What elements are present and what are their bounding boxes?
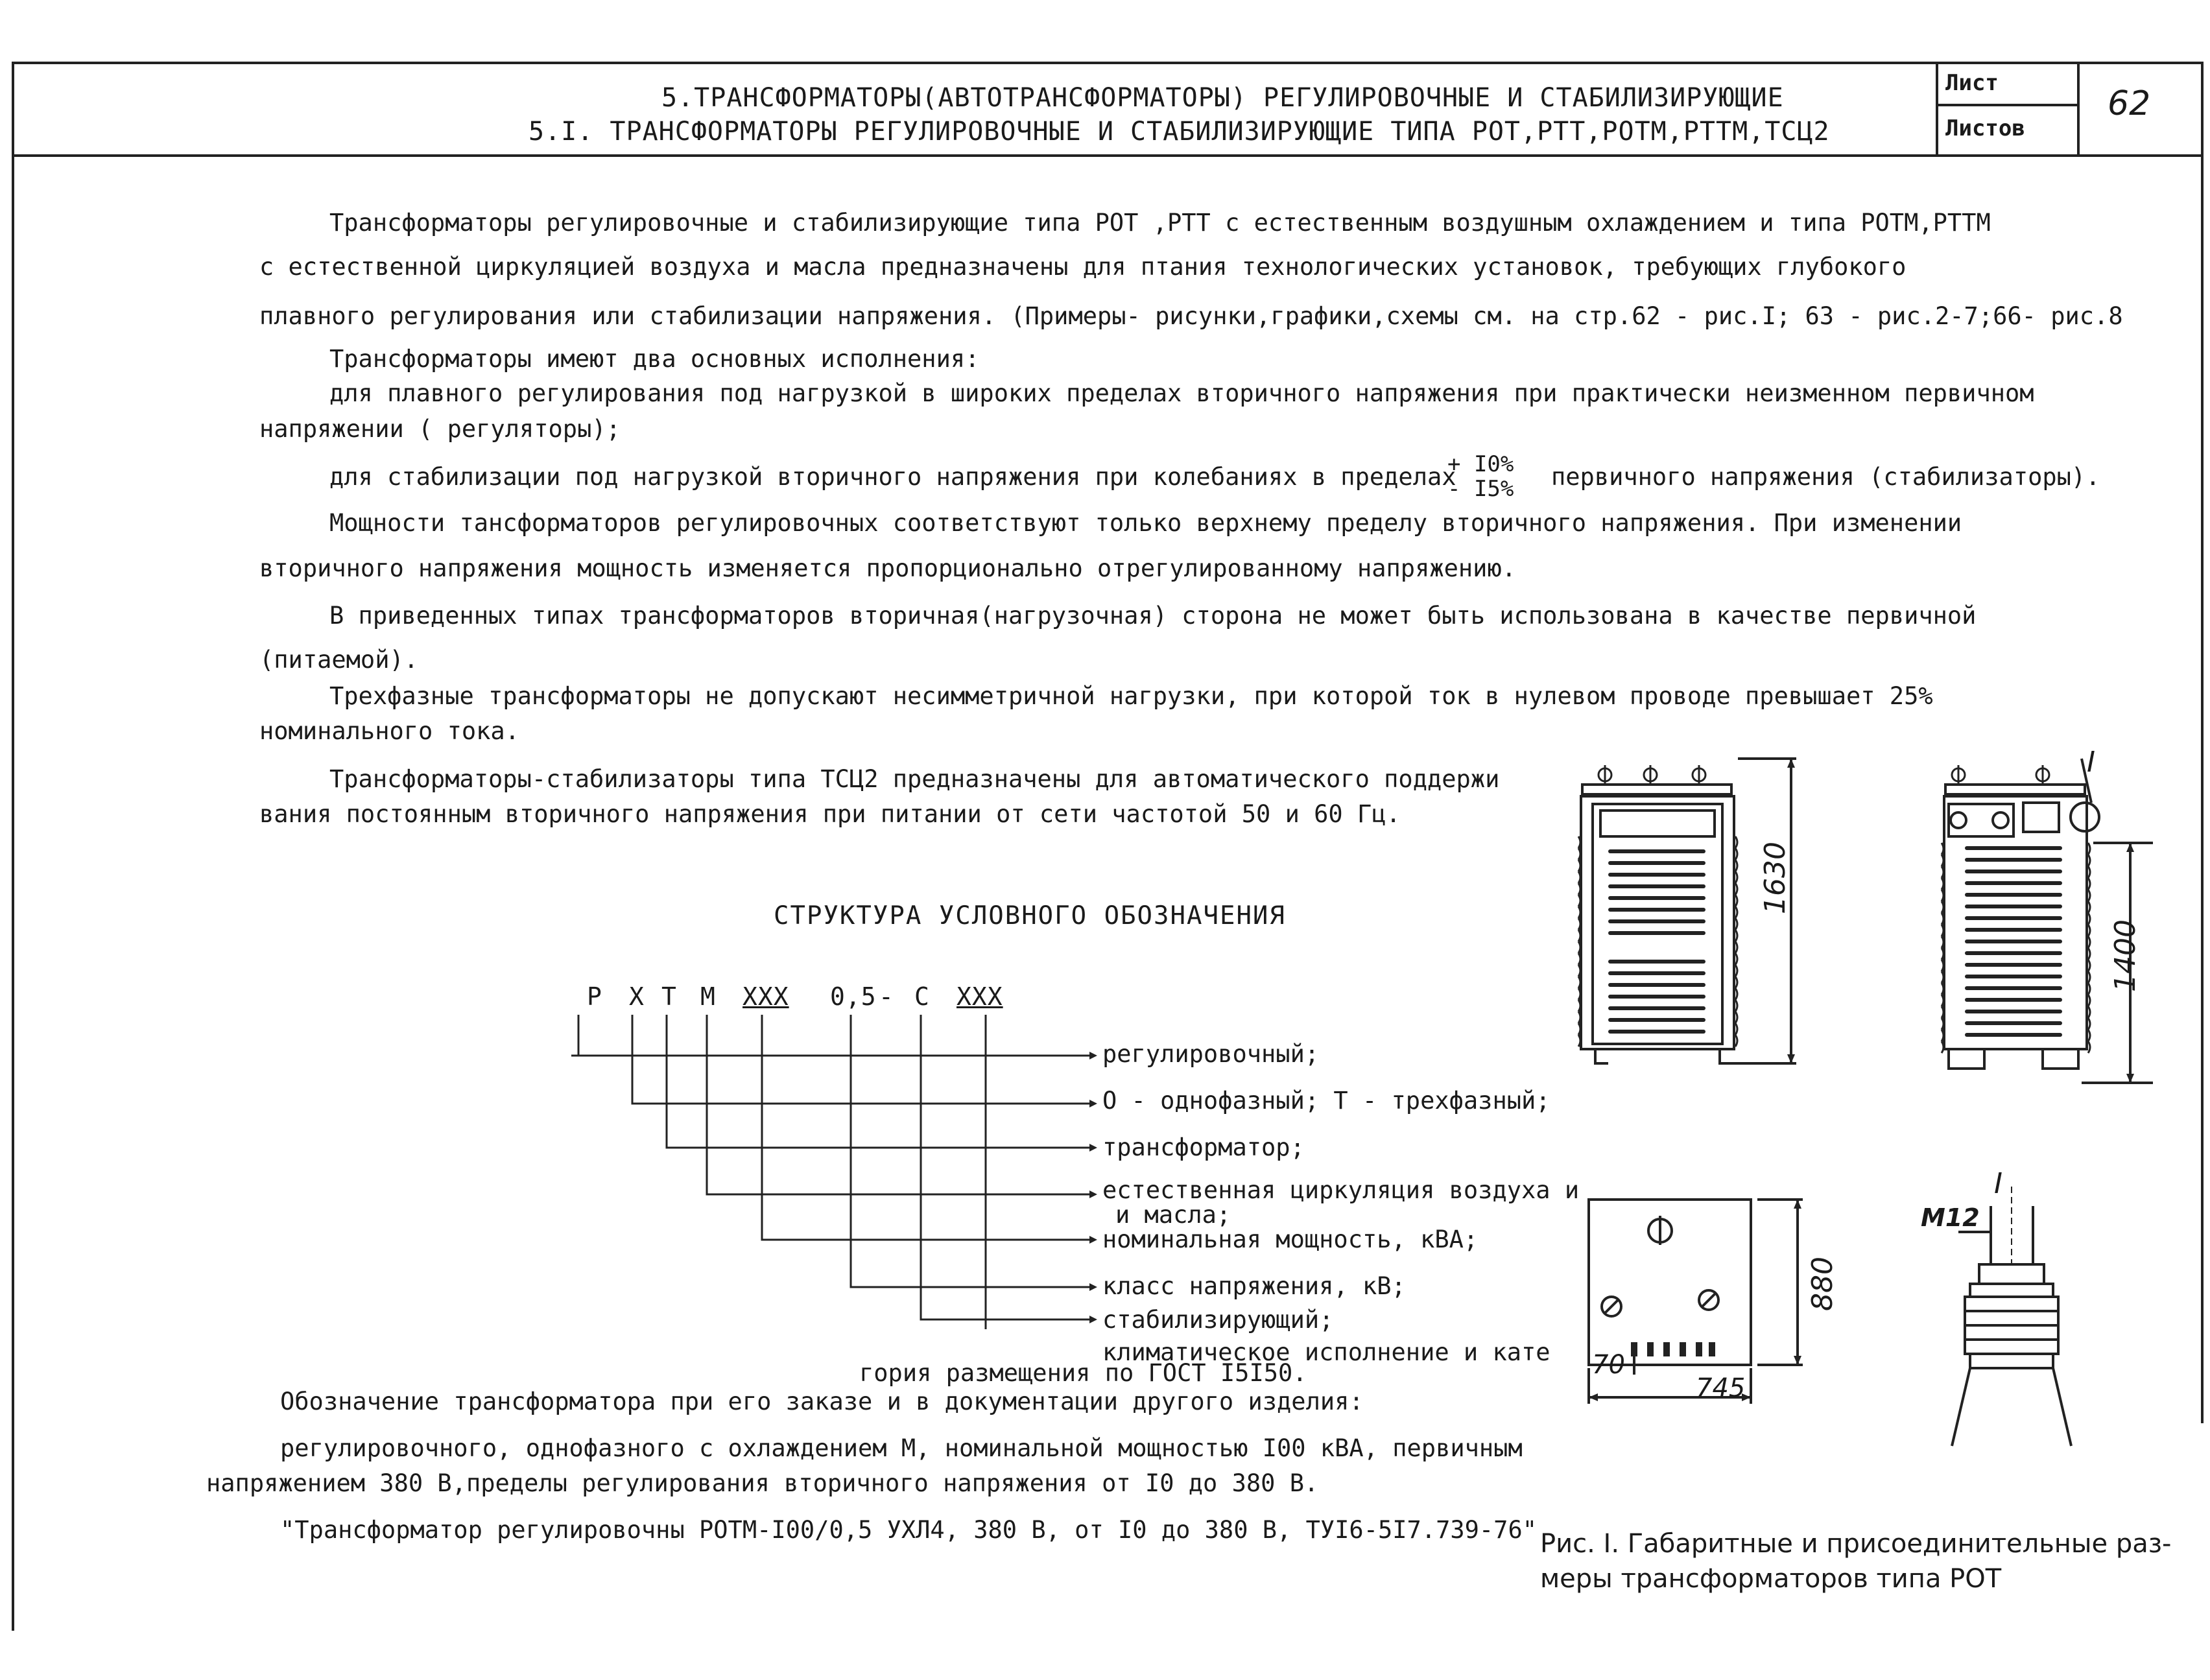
vent-slot [1965, 1021, 2062, 1025]
cooling-fin [1735, 1000, 1737, 1012]
cooling-fin [1735, 906, 1737, 918]
vent-slot [1608, 971, 1705, 975]
vent-slot [1965, 905, 2062, 908]
vent-slot [1608, 884, 1705, 888]
detail-mark: I [1994, 1167, 2002, 1200]
paragraph-line: номинального тока. [259, 717, 519, 745]
code-letter: 0,5 [830, 982, 877, 1011]
code-letter: Т [661, 982, 677, 1011]
sheet-box-divider [2077, 62, 2080, 156]
cooling-fin [1942, 855, 1943, 866]
cooling-fin [1942, 878, 1943, 890]
vent-slot [1608, 1006, 1705, 1010]
cooling-fin [2088, 1041, 2090, 1053]
bolt-label: М12 [1921, 1203, 1980, 1232]
designation-description: класс напряжения, кВ; [1102, 1272, 1406, 1300]
header-divider [12, 154, 2204, 157]
cooling-fin [2088, 1018, 2090, 1030]
structure-title: СТРУКТУРА УСЛОВНОГО ОБОЗНАЧЕНИЯ [774, 901, 1286, 930]
vent-slot [1965, 963, 2062, 967]
designation-description: и масла; [1115, 1201, 1231, 1229]
vent-slot [1965, 998, 2062, 1002]
paragraph-line: напряжении ( регуляторы); [259, 415, 621, 443]
cooling-fin [1735, 930, 1737, 941]
cooling-fin [1942, 1030, 1943, 1041]
vent-slot [1965, 870, 2062, 873]
cooling-fin [1578, 988, 1580, 1000]
code-letter: М [700, 982, 716, 1011]
cooling-fin [2088, 855, 2090, 866]
frame-left-border [12, 62, 14, 1631]
transformer-side-view [1919, 739, 2205, 1102]
paragraph-line: вторичного напряжения мощность изменяется пропорционально отрегулированному напряжению. [259, 554, 1517, 582]
paragraph-line: с естественной циркуляцией воздуха и масла предназначены для птания технологических установок, требующих глубокого [259, 253, 1907, 281]
vent-slot [1965, 916, 2062, 920]
cooling-fin [2088, 983, 2090, 995]
cooling-fin [1578, 1023, 1580, 1035]
paragraph-line: Трансформаторы регулировочные и стабилизирующие типа РОТ ,РТТ с естественным воздушным охлаждением и типа РОТМ,РТТМ [329, 209, 1991, 237]
code-letter: ХХХ [956, 982, 1003, 1011]
cooling-fin [1735, 1023, 1737, 1035]
cooling-fin [1578, 848, 1580, 860]
vent-slot [1965, 940, 2062, 943]
cooling-fin [1942, 948, 1943, 960]
leader-line [571, 1015, 1089, 1056]
paragraph-line: первичного напряжения (стабилизаторы). [1551, 463, 2100, 491]
cooling-fin [1735, 895, 1737, 906]
designation-description: регулировочный; [1102, 1040, 1320, 1068]
figure-caption: Рис. I. Габаритные и присоединительные раз- [1540, 1529, 2172, 1559]
code-letter: Р [587, 982, 602, 1011]
cooling-fin [1578, 976, 1580, 988]
cooling-fin [1942, 971, 1943, 983]
paragraph-line: (питаемой). [259, 646, 419, 674]
transformer-front-view [1550, 739, 1809, 1102]
designation-leader-lines [571, 1012, 1102, 1336]
order-example-line: напряжением 380 В,пределы регулирования вторичного напряжения от I0 до 380 В. [206, 1469, 1319, 1497]
designation-description: стабилизирующий; [1102, 1306, 1334, 1334]
vent-slot [1965, 975, 2062, 978]
paragraph-line: плавного регулирования или стабилизации напряжения. (Примеры- рисунки,графики,схемы см. на стр.62 - рис.I; 63 - рис.2-7;66- рис.8 [259, 302, 2123, 330]
frame-top-border [12, 62, 2204, 64]
vent-slot [1608, 908, 1705, 912]
leader-line [921, 1015, 1089, 1319]
subsection-title: 5.I. ТРАНСФОРМАТОРЫ РЕГУЛИРОВОЧНЫЕ И СТАБИЛИЗИРУЮЩИЕ ТИПА РОТ,РТТ,РОТМ,РТТМ,ТСЦ2 [529, 117, 1830, 147]
figure-caption: меры трансформаторов типа РОТ [1540, 1564, 2002, 1594]
cooling-fin [1942, 936, 1943, 948]
order-example-line: регулировочного, однофазного с охлаждением М, номинальной мощностью I00 кВА, первичным [280, 1434, 1523, 1462]
cooling-fin [1942, 890, 1943, 901]
cooling-fin [1942, 925, 1943, 936]
leader-line [667, 1015, 1089, 1148]
vent-slot [1965, 986, 2062, 990]
designation-description: климатическое исполнение и кате [1102, 1338, 1551, 1366]
cooling-fin [2088, 995, 2090, 1006]
cooling-fin [1942, 983, 1943, 995]
cooling-fin [1942, 995, 1943, 1006]
cooling-fin [1735, 836, 1737, 848]
cooling-fin [1735, 941, 1737, 953]
designation-description: естественная циркуляция воздуха и [1102, 1176, 1580, 1204]
cooling-fin [1735, 953, 1737, 965]
vent-slot [1965, 951, 2062, 955]
vent-slot [1608, 849, 1705, 853]
cooling-fin [1578, 953, 1580, 965]
vent-slot [1608, 861, 1705, 865]
cooling-fin [1578, 1035, 1580, 1047]
cooling-fin [2088, 960, 2090, 971]
vent-slot [1608, 983, 1705, 987]
vent-slot [1608, 960, 1705, 964]
leader-line [762, 1015, 1089, 1240]
cooling-fin [2088, 1030, 2090, 1041]
paragraph-line: Трехфазные трансформаторы не допускают несимметричной нагрузки, при которой ток в нулевом проводе превышает 25% [329, 682, 1933, 710]
vent-slot [1965, 1010, 2062, 1013]
vent-slot [1608, 931, 1705, 935]
cooling-fin [1578, 930, 1580, 941]
sheet-box-divider [1936, 62, 1938, 156]
dimension-label: 745 [1696, 1373, 1746, 1403]
cooling-fin [1735, 883, 1737, 895]
paragraph-line: вания постоянным вторичного напряжения при питании от сети частотой 50 и 60 Гц. [259, 800, 1401, 828]
cooling-fin [1578, 941, 1580, 953]
section-title: 5.ТРАНСФОРМАТОРЫ(АВТОТРАНСФОРМАТОРЫ) РЕГУЛИРОВОЧНЫЕ И СТАБИЛИЗИРУЮЩИЕ [661, 83, 1784, 113]
cooling-fin [1735, 976, 1737, 988]
sheet-number: 62 [2108, 84, 2151, 123]
cooling-fin [1942, 1041, 1943, 1053]
cooling-fin [1942, 843, 1943, 855]
cooling-fin [2088, 878, 2090, 890]
cooling-fin [1735, 860, 1737, 871]
cooling-fin [2088, 1006, 2090, 1018]
dimension-label: 1400 [2109, 919, 2142, 992]
vent-slot [1608, 1030, 1705, 1034]
cooling-fin [1578, 918, 1580, 930]
designation-description: трансформатор; [1102, 1133, 1305, 1161]
dimension-label: 1630 [1759, 842, 1792, 914]
vent-slot [1608, 919, 1705, 923]
dimension-label: 70 [1592, 1350, 1625, 1380]
vent-slot [1965, 846, 2062, 850]
vent-slot [1608, 1018, 1705, 1022]
cooling-fin [2088, 866, 2090, 878]
cooling-fin [1942, 1006, 1943, 1018]
cooling-fin [1578, 1012, 1580, 1023]
cooling-fin [1578, 965, 1580, 976]
designation-description: О - однофазный; Т - трехфазный; [1102, 1087, 1551, 1115]
leader-line [632, 1015, 1089, 1104]
tolerance-minus: - I5% [1447, 476, 1514, 502]
cooling-fin [1578, 906, 1580, 918]
cooling-fin [2088, 971, 2090, 983]
vent-slot [1608, 896, 1705, 900]
code-letter: С [914, 982, 930, 1011]
vent-slot [1965, 893, 2062, 897]
cooling-fin [1578, 895, 1580, 906]
paragraph-line: Мощности тансформаторов регулировочных соответствуют только верхнему пределу вторичного напряжения. При изменении [329, 509, 1962, 537]
cooling-fin [1735, 1035, 1737, 1047]
cooling-fin [1735, 848, 1737, 860]
sheet-label: Лист [1945, 70, 1999, 96]
cooling-fin [1735, 871, 1737, 883]
cooling-fin [1942, 1018, 1943, 1030]
sheets-label: Листов [1945, 115, 2025, 141]
vent-slot [1965, 1033, 2062, 1037]
paragraph-line: Трансформаторы-стабилизаторы типа ТСЦ2 предназначены для автоматического поддержи [329, 765, 1500, 793]
code-letter: ХХХ [743, 982, 789, 1011]
detail-mark: I [2087, 746, 2095, 779]
order-example-line: "Трансформатор регулировочны РОТМ-I00/0,5 УХЛ4, 380 В, от I0 до 380 В, ТУI6-5I7.739-76" [280, 1516, 1538, 1544]
cooling-fin [1578, 860, 1580, 871]
cooling-fin [1578, 883, 1580, 895]
cooling-fin [2088, 936, 2090, 948]
dimension-label: 880 [1806, 1257, 1839, 1311]
paragraph-line: для плавного регулирования под нагрузкой в широких пределах вторичного напряжения при практически неизменном первичном [329, 379, 2034, 407]
cooling-fin [1735, 918, 1737, 930]
code-letter: Х [629, 982, 645, 1011]
cooling-fin [2088, 913, 2090, 925]
code-letter: - [879, 982, 894, 1011]
cooling-fin [2088, 901, 2090, 913]
vent-slot [1608, 873, 1705, 877]
paragraph-line: для стабилизации под нагрузкой вторичного напряжения при колебаниях в пределах [329, 463, 1456, 491]
paragraph-line: В приведенных типах трансформаторов вторичная(нагрузочная) сторона не может быть использована в качестве первичной [329, 602, 1977, 630]
cooling-fin [1942, 960, 1943, 971]
designation-description: номинальная мощность, кВА; [1102, 1225, 1479, 1253]
designation-description: гория размещения по ГОСТ I5I50. [859, 1359, 1307, 1387]
cooling-fin [1578, 836, 1580, 848]
order-example-line: Обозначение трансформатора при его заказе и в документации другого изделия: [280, 1388, 1364, 1415]
cooling-fin [1735, 1012, 1737, 1023]
cooling-fin [2088, 925, 2090, 936]
cooling-fin [1735, 965, 1737, 976]
cooling-fin [1942, 913, 1943, 925]
cooling-fin [2088, 890, 2090, 901]
cooling-fin [1735, 988, 1737, 1000]
cooling-fin [2088, 843, 2090, 855]
cooling-fin [1578, 871, 1580, 883]
paragraph-line: Трансформаторы имеют два основных исполнения: [329, 345, 980, 373]
cooling-fin [1942, 901, 1943, 913]
vent-slot [1965, 928, 2062, 932]
cooling-fin [1578, 1000, 1580, 1012]
vent-slot [1965, 858, 2062, 862]
tolerance-plus: + I0% [1447, 451, 1514, 477]
sheet-box-divider [1936, 104, 2078, 106]
cooling-fin [2088, 948, 2090, 960]
cooling-fin [1942, 866, 1943, 878]
vent-slot [1965, 881, 2062, 885]
vent-slot [1608, 995, 1705, 999]
